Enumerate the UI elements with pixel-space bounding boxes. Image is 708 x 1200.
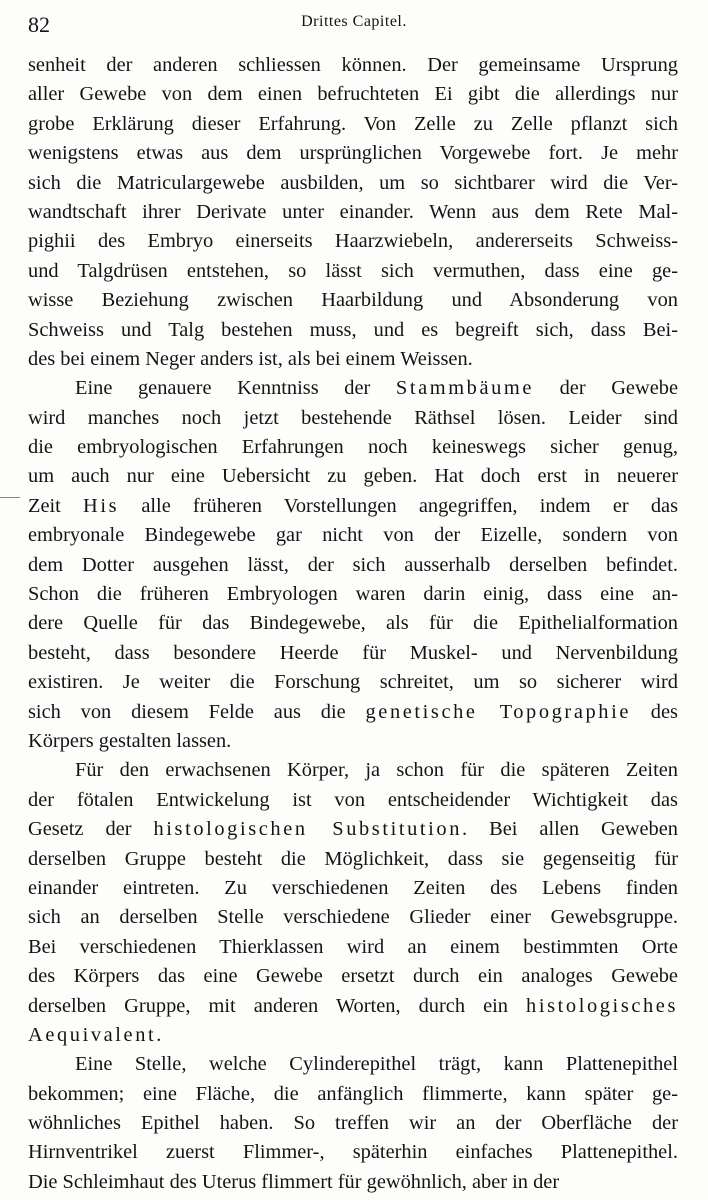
emphasized-term: histologischen Substitution <box>153 818 463 841</box>
text-line <box>28 698 678 727</box>
line-text: embryonale Bindegewebe gar nicht von der Eizelle, sondern von <box>28 524 678 547</box>
text-line <box>28 786 678 815</box>
line-text: . <box>156 1023 162 1046</box>
line-text: Bei verschiedenen Thierklassen wird an einem bestimmten Orte <box>28 935 678 958</box>
line-text: Zeit <box>28 494 84 517</box>
line-text: und Talgdrüsen entstehen, so lässt sich vermuthen, dass eine ge- <box>28 259 678 282</box>
line-text: wenigstens etwas aus dem ursprünglichen Vorgewebe fort. Je mehr <box>28 142 678 165</box>
line-text: wandtschaft ihrer Derivate unter einander. Wenn aus dem Rete Mal- <box>28 200 678 223</box>
paragraph <box>28 374 678 756</box>
line-text: derselben Gruppe besteht die Möglichkeit, dass sie gegenseitig für <box>28 847 678 870</box>
margin-mark <box>0 497 20 498</box>
page-header <box>0 10 708 40</box>
line-text: wisse Beziehung zwischen Haarbildung und Absonderung von <box>28 289 678 312</box>
line-text: Schon die früheren Embryologen waren darin einig, dass eine an- <box>28 583 678 606</box>
line-text: wird manches noch jetzt bestehende Räthsel lösen. Leider sind <box>28 406 678 429</box>
text-line <box>28 110 678 139</box>
text-line <box>28 257 678 286</box>
text-line <box>28 139 678 168</box>
text-line <box>28 903 678 932</box>
line-text: Gesetz der <box>28 818 154 841</box>
line-text: sich von diesem Felde aus die <box>28 700 366 723</box>
text-line <box>28 727 678 756</box>
emphasized-term: His <box>83 494 120 517</box>
line-text: Die Schleimhaut des Uterus flimmert für gewöhnlich, aber in der <box>28 1170 560 1193</box>
text-line <box>28 962 678 991</box>
text-line <box>28 345 678 374</box>
body-text <box>28 51 678 1197</box>
text-line <box>28 756 678 785</box>
paragraph <box>28 1050 678 1197</box>
line-text: besteht, dass besondere Heerde für Muskel- und Nervenbildung <box>28 641 678 664</box>
line-text: . Bei allen Geweben <box>462 818 678 841</box>
text-line <box>28 521 678 550</box>
text-line <box>28 374 678 403</box>
line-text: wöhnliches Epithel haben. So treffen wir an der Oberfläche der <box>28 1112 678 1135</box>
text-line <box>28 286 678 315</box>
line-text: dere Quelle für das Bindegewebe, als für die Epithelialformation <box>28 612 678 635</box>
line-text: Hirnventrikel zuerst Flimmer-, späterhin einfaches Plattenepithel. <box>28 1141 678 1164</box>
text-line <box>28 227 678 256</box>
page-number: 82 <box>28 12 50 37</box>
text-line <box>28 80 678 109</box>
running-head: Drittes Capitel. <box>301 13 407 30</box>
line-text: sich die Matriculargewebe ausbilden, um so sichtbarer wird die Ver- <box>28 171 678 194</box>
text-line <box>28 462 678 491</box>
emphasized-term: genetische Topographie <box>365 700 631 723</box>
paragraph <box>28 756 678 1050</box>
text-line <box>28 580 678 609</box>
line-text: bekommen; eine Fläche, die anfänglich flimmerte, kann später ge- <box>28 1082 678 1105</box>
line-text: Eine Stelle, welche Cylinderepithel trägt, kann Plattenepithel <box>75 1053 678 1076</box>
line-text: dem Dotter ausgehen lässt, der sich ausserhalb derselben befindet. <box>28 553 678 576</box>
line-text: des <box>630 700 678 723</box>
line-text: pighii des Embryo einerseits Haarzwiebeln, andererseits Schweiss- <box>28 230 678 253</box>
text-line <box>28 1080 678 1109</box>
line-text: aller Gewebe von dem einen befruchteten Ei gibt die allerdings nur <box>28 83 678 106</box>
text-line <box>28 845 678 874</box>
text-line <box>28 433 678 462</box>
line-text: der Gewebe <box>534 377 678 400</box>
line-text: grobe Erklärung dieser Erfahrung. Von Zelle zu Zelle pflanzt sich <box>28 112 678 135</box>
text-line <box>28 551 678 580</box>
line-text: einander eintreten. Zu verschiedenen Zeiten des Lebens finden <box>28 876 678 899</box>
line-text: sich an derselben Stelle verschiedene Glieder einer Gewebsgruppe. <box>28 906 678 929</box>
text-line <box>28 1138 678 1167</box>
text-line <box>28 668 678 697</box>
text-line <box>28 316 678 345</box>
text-line <box>28 1050 678 1079</box>
line-text: Körpers gestalten lassen. <box>28 729 232 752</box>
line-text: senheit der anderen schliessen können. Der gemeinsame Ursprung <box>28 54 678 76</box>
emphasized-term: Aequivalent <box>28 1023 157 1046</box>
line-text: derselben Gruppe, mit anderen Worten, durch ein <box>28 994 527 1017</box>
line-text: der fötalen Entwickelung ist von entscheidender Wichtigkeit das <box>28 788 678 811</box>
emphasized-term: histologisches <box>526 994 678 1017</box>
text-line <box>28 198 678 227</box>
text-line <box>28 1021 678 1050</box>
line-text: des bei einem Neger anders ist, als bei einem Weissen. <box>28 347 473 370</box>
text-line <box>28 1168 678 1197</box>
text-line <box>28 404 678 433</box>
text-line <box>28 874 678 903</box>
line-text: Schweiss und Talg bestehen muss, und es begreift sich, dass Bei- <box>28 318 678 341</box>
line-text: existiren. Je weiter die Forschung schreitet, um so sicherer wird <box>28 671 678 694</box>
line-text: des Körpers das eine Gewebe ersetzt durch ein analoges Gewebe <box>28 965 678 988</box>
text-line <box>28 815 678 844</box>
line-text: die embryologischen Erfahrungen noch keineswegs sicher genug, <box>28 436 678 459</box>
line-text: Eine genauere Kenntniss der <box>75 377 396 400</box>
line-text: alle früheren Vorstellungen angegriffen, indem er das <box>119 494 678 517</box>
line-text: Für den erwachsenen Körper, ja schon für die späteren Zeiten <box>75 759 678 782</box>
text-line <box>28 992 678 1021</box>
paragraph <box>28 51 678 374</box>
text-line <box>28 1109 678 1138</box>
text-line <box>28 51 678 80</box>
text-line <box>28 169 678 198</box>
text-line <box>28 609 678 638</box>
text-line <box>28 492 678 521</box>
line-text: um auch nur eine Uebersicht zu geben. Hat doch erst in neuerer <box>28 465 678 488</box>
emphasized-term: Stammbäume <box>395 377 535 400</box>
text-line <box>28 639 678 668</box>
text-line <box>28 933 678 962</box>
